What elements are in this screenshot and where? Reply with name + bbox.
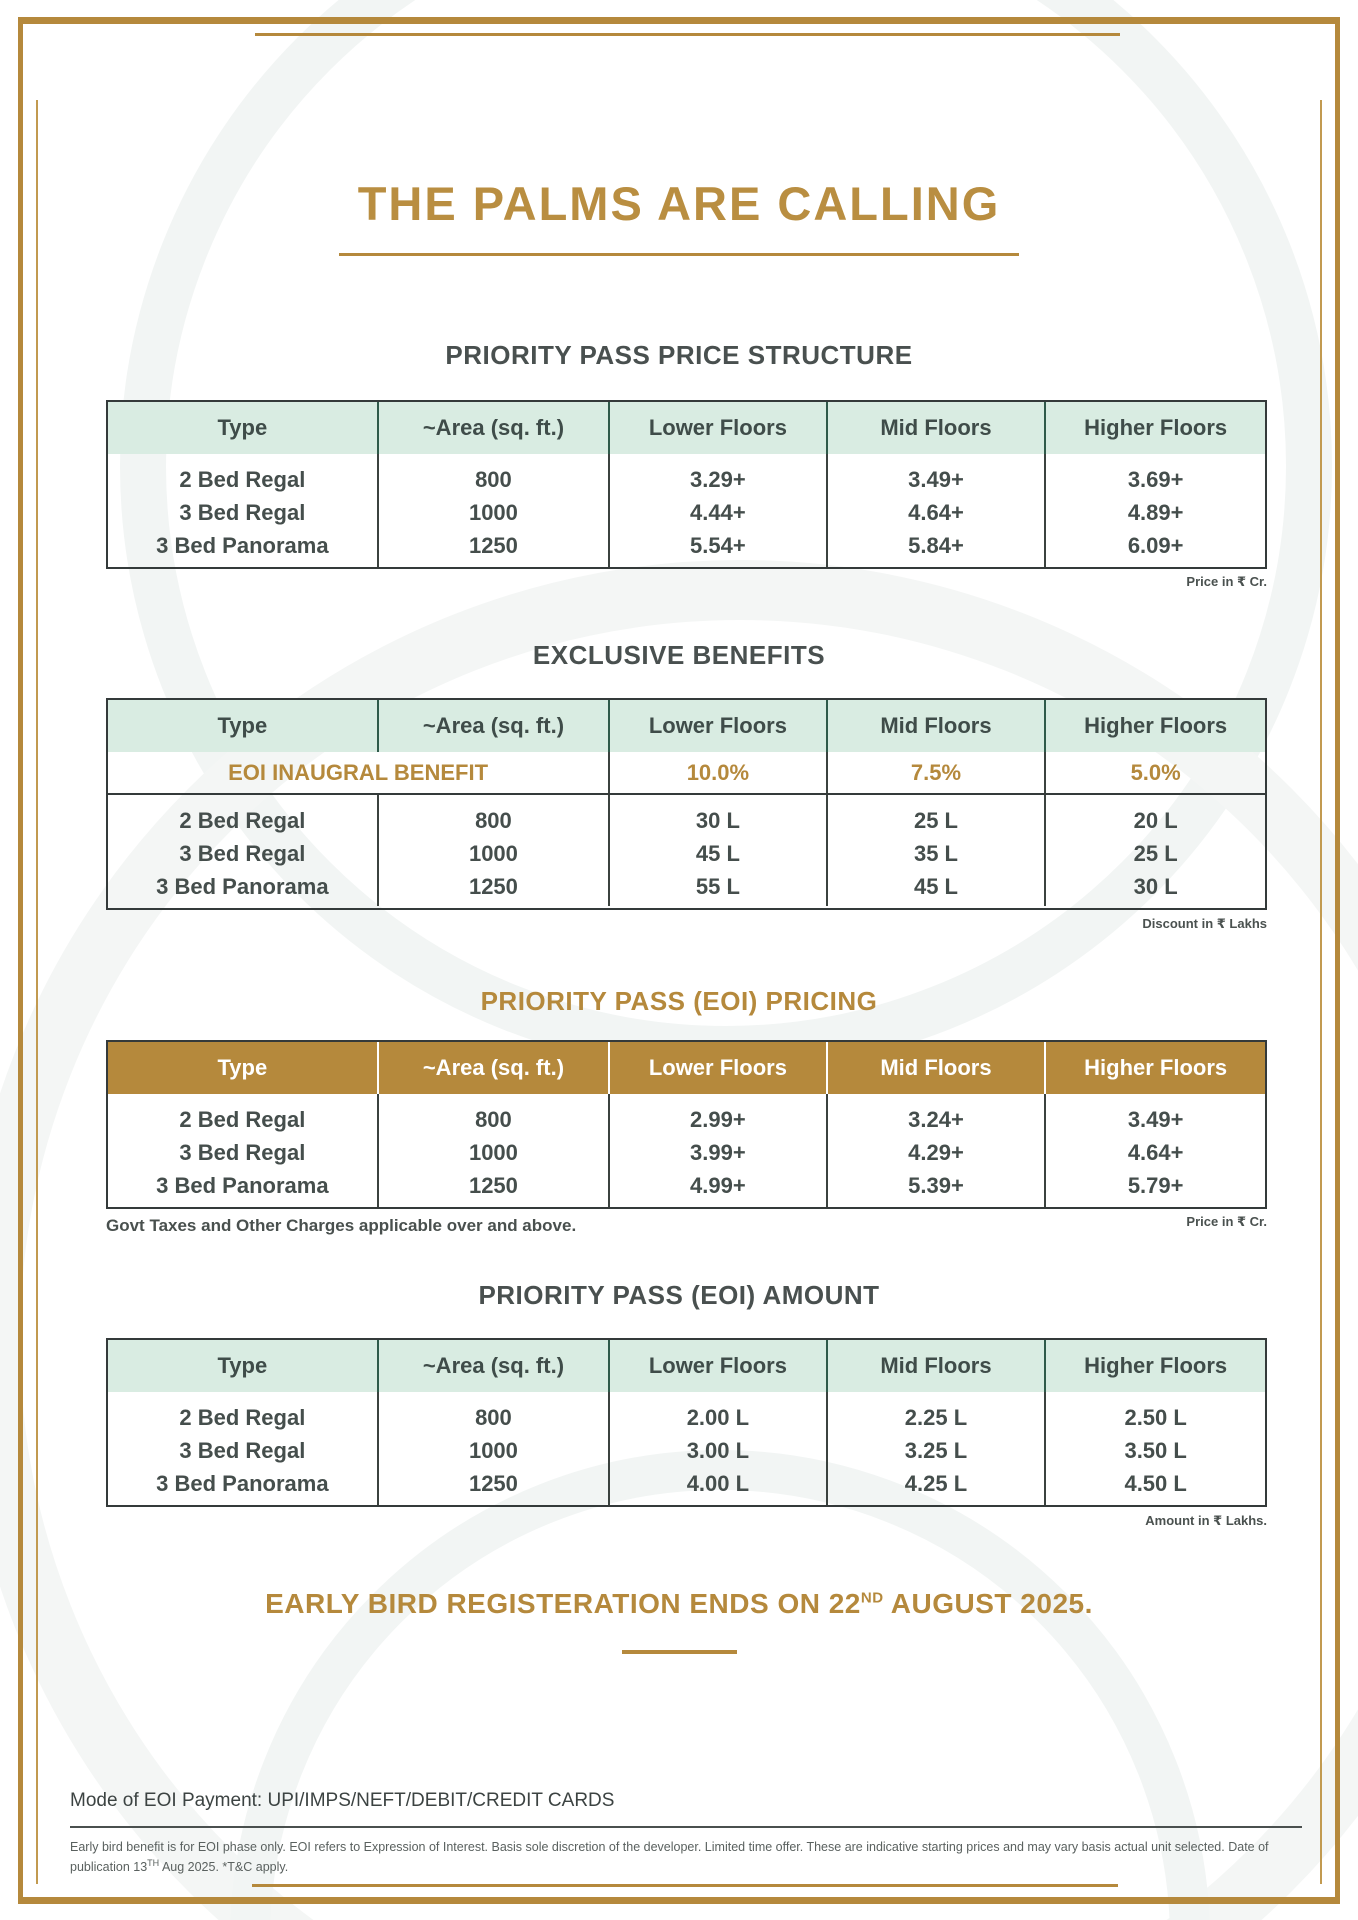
header-cell-mid-floors: Mid Floors (828, 1340, 1047, 1392)
gold-accent-line-bottom (252, 1884, 1118, 1887)
table-cell: 4.64+ (908, 500, 964, 525)
table-cell: 6.09+ (1127, 533, 1184, 558)
header-cell-higher-floors: Higher Floors (1046, 700, 1265, 752)
table-cell: 800 (475, 467, 512, 492)
table-cell: 55 L (695, 874, 740, 899)
table-cell: 5.84+ (908, 533, 964, 558)
table-cell: 1250 (468, 874, 518, 899)
header-cell-mid-floors: Mid Floors (828, 1042, 1047, 1094)
table-cell: 45 L (913, 874, 958, 899)
table-cell: 1000 (468, 1140, 518, 1165)
table-cell: 4.64+ (1127, 1140, 1184, 1165)
table-cell: 1000 (468, 500, 518, 525)
early-bird-text: EARLY BIRD REGISTERATION ENDS ON 22 (265, 1588, 861, 1619)
table-cell: 3.00 L (686, 1438, 750, 1463)
table-cell: 3 Bed Panorama (156, 1471, 329, 1496)
table-cell: 3.69+ (1127, 467, 1184, 492)
table-cell: 4.00 L (686, 1471, 750, 1496)
table-cell: 3.50 L (1124, 1438, 1187, 1463)
note-price-in-cr: Price in ₹ Cr. (1186, 574, 1267, 589)
header-cell-lower-floors: Lower Floors (610, 1340, 828, 1392)
header-cell-type: Type (108, 700, 379, 752)
gold-accent-line-left (36, 100, 38, 1884)
header-cell-area: ~Area (sq. ft.) (379, 1340, 610, 1392)
table-cell: 3.99+ (690, 1140, 746, 1165)
header-cell-area: ~Area (sq. ft.) (379, 1042, 610, 1094)
table-cell: 3.25 L (904, 1438, 968, 1463)
table-cell: 2.50 L (1124, 1405, 1187, 1430)
table-cell: 4.50 L (1124, 1471, 1187, 1496)
header-cell-lower-floors: Lower Floors (610, 700, 828, 752)
header-cell-higher-floors: Higher Floors (1046, 1340, 1265, 1392)
table-cell: 30 L (695, 808, 740, 833)
table-cell: 2 Bed Regal (179, 1405, 306, 1430)
section-heading-price-structure: PRIORITY PASS PRICE STRUCTURE (445, 340, 913, 370)
table-cell: 2 Bed Regal (179, 808, 306, 833)
table-cell: 30 L (1133, 874, 1178, 899)
table-cell: 1000 (468, 1438, 518, 1463)
table-cell: 2.00 L (686, 1405, 750, 1430)
header-cell-lower-floors: Lower Floors (610, 1042, 828, 1094)
gold-accent-line-top (255, 33, 1120, 36)
header-cell-area: ~Area (sq. ft.) (379, 700, 610, 752)
header-cell-mid-floors: Mid Floors (828, 402, 1047, 454)
table-cell: 5.54+ (690, 533, 746, 558)
eoi-benefit-value: 10.0% (610, 752, 828, 793)
table-cell: 3.49+ (1127, 1107, 1184, 1132)
early-bird-text: AUGUST 2025. (883, 1588, 1093, 1619)
table-cell: 3.29+ (690, 467, 746, 492)
table-cell: 5.39+ (908, 1173, 964, 1198)
section-heading-exclusive-benefits: EXCLUSIVE BENEFITS (532, 640, 826, 670)
table-cell: 1250 (468, 533, 518, 558)
table-cell: 20 L (1133, 808, 1178, 833)
header-cell-higher-floors: Higher Floors (1046, 1042, 1265, 1094)
table-cell: 2.25 L (904, 1405, 968, 1430)
table-cell: 4.29+ (908, 1140, 964, 1165)
note-price-in-cr: Price in ₹ Cr. (1186, 1214, 1267, 1229)
header-cell-type: Type (108, 1042, 379, 1094)
table-cell: 3.49+ (908, 467, 964, 492)
eoi-benefit-value: 7.5% (828, 752, 1047, 793)
table-cell: 25 L (913, 808, 958, 833)
fine-print-text: Aug 2025. *T&C apply. (159, 1859, 289, 1874)
gold-accent-line-right (1320, 100, 1322, 1884)
fine-print-text: Early bird benefit is for EOI phase only. EOI refers to Expression of Interest. Basis sole discretion of the developer. Limited time offer. These are indicative starting prices and may vary basis actual unit selected. Date of publication 13 (70, 1840, 1269, 1874)
table-cell: 800 (475, 1107, 512, 1132)
table-cell: 3 Bed Regal (179, 500, 306, 525)
note-govt-taxes: Govt Taxes and Other Charges applicable over and above. (106, 1216, 577, 1235)
section-heading-eoi-amount: PRIORITY PASS (EOI) AMOUNT (478, 1280, 880, 1310)
table-cell: 45 L (695, 841, 740, 866)
header-cell-higher-floors: Higher Floors (1046, 402, 1265, 454)
note-discount-in-lakhs: Discount in ₹ Lakhs (1142, 916, 1267, 931)
table-cell: 3 Bed Regal (179, 1140, 306, 1165)
table-cell: 1000 (468, 841, 518, 866)
table-cell: 1250 (468, 1471, 518, 1496)
header-cell-type: Type (108, 402, 379, 454)
eoi-benefit-label: EOI INAUGRAL BENEFIT (108, 752, 610, 793)
header-cell-lower-floors: Lower Floors (610, 402, 828, 454)
eoi-benefit-value: 5.0% (1130, 759, 1181, 785)
table-cell: 800 (475, 808, 512, 833)
page-title: THE PALMS ARE CALLING (357, 177, 1001, 230)
table-cell: 4.89+ (1127, 500, 1184, 525)
table-cell: 3 Bed Panorama (156, 1173, 329, 1198)
table-cell: 4.25 L (904, 1471, 968, 1496)
payment-mode-text: Mode of EOI Payment: UPI/IMPS/NEFT/DEBIT/CREDIT CARDS (70, 1790, 615, 1811)
table-cell: 2.99+ (690, 1107, 746, 1132)
table-cell: 3 Bed Regal (179, 1438, 306, 1463)
table-cell: 1250 (468, 1173, 518, 1198)
table-cell: 3.24+ (908, 1107, 964, 1132)
table-cell: 3 Bed Regal (179, 841, 306, 866)
fine-print-superscript: TH (147, 1857, 160, 1868)
table-cell: 5.79+ (1127, 1173, 1184, 1198)
table-cell: 3 Bed Panorama (156, 533, 329, 558)
table-cell: 2 Bed Regal (179, 467, 306, 492)
table-cell: 4.44+ (690, 500, 746, 525)
gold-frame (18, 17, 1340, 1904)
section-heading-eoi-pricing: PRIORITY PASS (EOI) PRICING (480, 986, 878, 1016)
header-cell-area: ~Area (sq. ft.) (379, 402, 610, 454)
header-cell-mid-floors: Mid Floors (828, 700, 1047, 752)
table-cell: 25 L (1133, 841, 1178, 866)
table-cell: 3 Bed Panorama (156, 874, 329, 899)
table-cell: 2 Bed Regal (179, 1107, 306, 1132)
table-cell: 800 (475, 1405, 512, 1430)
table-cell: 4.99+ (690, 1173, 746, 1198)
table-cell: 35 L (913, 841, 958, 866)
note-amount-in-lakhs: Amount in ₹ Lakhs. (1145, 1513, 1267, 1528)
early-bird-superscript: ND (860, 1589, 884, 1607)
header-cell-type: Type (108, 1340, 379, 1392)
